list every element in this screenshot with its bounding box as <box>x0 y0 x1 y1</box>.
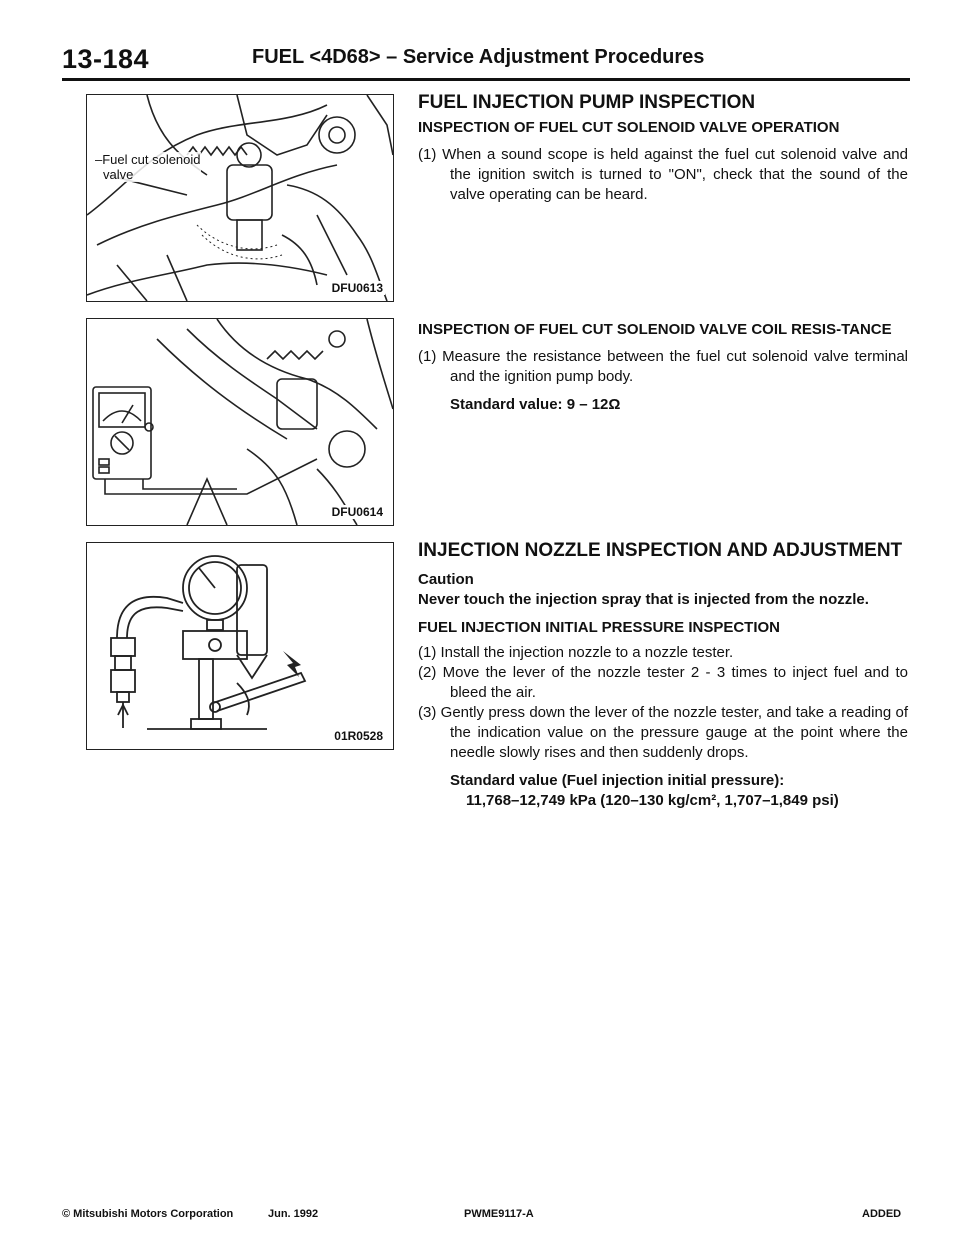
caution-title: Caution <box>418 571 474 588</box>
section-heading: INJECTION NOZZLE INSPECTION AND ADJUSTMENT <box>418 540 903 561</box>
footer-copyright: © Mitsubishi Motors Corporation <box>62 1208 234 1220</box>
step-text: (1) Install the injection nozzle to a nozzle tester. <box>418 644 734 661</box>
engine-illustration <box>87 95 393 301</box>
figure-code: 01R0528 <box>334 729 383 743</box>
section-heading: FUEL INJECTION PUMP INSPECTION <box>418 92 756 113</box>
caution-text: Never touch the injection spray that is injected from the nozzle. <box>418 591 869 608</box>
figure-ohmmeter <box>86 318 394 526</box>
page-title: FUEL <4D68> – Service Adjustment Procedures <box>252 46 705 68</box>
figure-code: DFU0614 <box>331 505 383 519</box>
subheading: INSPECTION OF FUEL CUT SOLENOID VALVE COIL RESIS-TANCE <box>418 321 892 338</box>
footer-date: Jun. 1992 <box>268 1208 319 1220</box>
section-pump-inspection <box>418 92 908 205</box>
footer-stamp: ADDED <box>862 1208 902 1220</box>
standard-value: 11,768–12,749 kPa (120–130 kg/cm², 1,707–1,849 psi) <box>466 792 839 809</box>
subheading: INSPECTION OF FUEL CUT SOLENOID VALVE OPERATION <box>418 119 840 136</box>
step-text: (3) Gently press down the lever of the nozzle tester, and take a reading of the indication value on the pressure gauge at the point where the needle slowly rises and then suddenly drops. <box>418 704 908 761</box>
figure-solenoid-valve <box>86 94 394 302</box>
step-text: (1) When a sound scope is held against the fuel cut solenoid valve and the ignition switch is turned to "ON", check that the sound of the valve operating can be heard. <box>418 146 908 203</box>
step-text: (1) Measure the resistance between the fuel cut solenoid valve terminal and the ignition pump body. <box>418 348 908 385</box>
figure-nozzle-tester <box>86 542 394 750</box>
page-number: 13-184 <box>62 44 150 74</box>
subheading: FUEL INJECTION INITIAL PRESSURE INSPECTION <box>418 619 780 636</box>
step-text: (2) Move the lever of the nozzle tester 2 - 3 times to inject fuel and to bleed the air. <box>418 664 908 701</box>
standard-value-label: Standard value (Fuel injection initial pressure): <box>450 772 785 789</box>
figure-callout: –Fuel cut solenoid valve <box>95 152 201 182</box>
section-nozzle-inspection <box>418 540 908 811</box>
footer-doc-code: PWME9117-A <box>464 1208 534 1220</box>
section-coil-resistance <box>418 320 908 415</box>
standard-value: Standard value: 9 – 12Ω <box>450 396 621 413</box>
page-header <box>62 22 910 81</box>
nozzle-tester-illustration <box>87 543 393 749</box>
figure-code: DFU0613 <box>331 281 383 295</box>
ohmmeter-illustration <box>87 319 393 525</box>
